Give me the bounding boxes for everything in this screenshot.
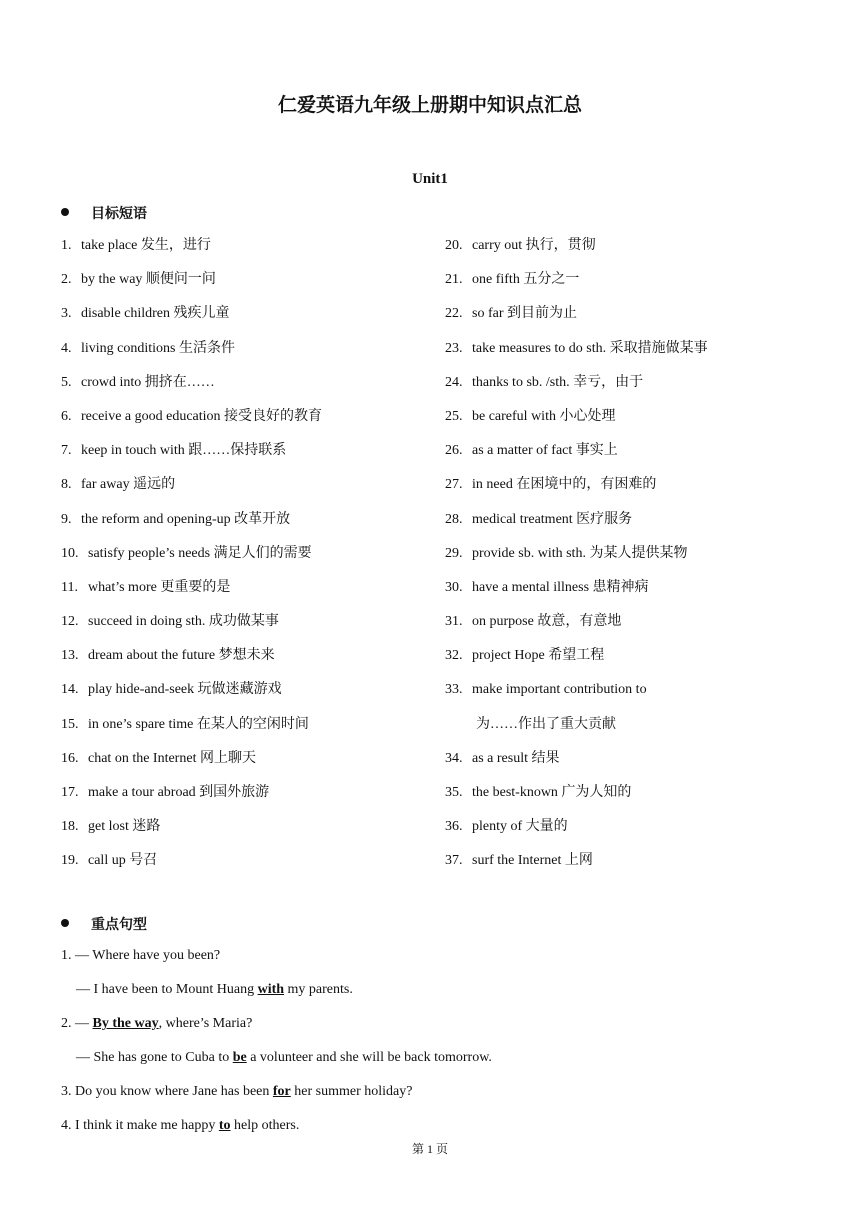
phrase-number: 1. [61,238,72,253]
phrase-text: so far 到目前为止 [472,306,577,322]
phrase-number: 17. [61,785,79,800]
phrase-number: 24. [445,374,463,390]
phrase-number: 23. [445,340,463,356]
unit-heading: Unit1 [412,171,448,187]
phrase-number: 9. [61,511,72,527]
phrase-item [445,339,845,373]
phrase-number: 19. [61,853,79,869]
phrase-text: keep in touch with 跟……保持联系 [81,443,287,459]
phrase-text: satisfy people’s needs 满足人们的需要 [88,545,312,561]
phrase-number: 14. [61,682,79,698]
phrase-text: take measures to do sth. 采取措施做某事 [472,340,708,356]
phrase-item [445,270,845,304]
bullet-icon [61,208,69,216]
sentence-line [61,1118,299,1134]
phrase-number: 28. [445,511,463,527]
phrase-number: 34. [445,750,463,766]
key-word: for [272,1084,291,1099]
phrase-item [445,373,845,407]
key-word: to [218,1118,231,1133]
phrase-item [61,715,431,749]
phrase-number: 10. [61,545,79,561]
phrase-item [61,646,431,680]
phrase-number: 8. [61,477,72,493]
phrase-text: the reform and opening-up 改革开放 [81,511,291,527]
phrase-number: 13. [61,648,79,664]
phrase-number: 7. [61,443,72,459]
sentence-text: — She has gone to Cuba to [76,1050,233,1065]
phrase-text: living conditions 生活条件 [81,340,235,356]
sentence-text: , where’s Maria? [158,1016,253,1031]
phrase-text: have a mental illness 患精神病 [472,579,649,595]
phrase-item [61,304,431,338]
phrase-text: chat on the Internet 网上聊天 [88,750,256,766]
phrase-number: 26. [445,443,463,459]
phrase-item [445,578,845,612]
sentence-line [76,982,353,998]
phrase-item [445,475,845,509]
phrase-item [61,510,431,544]
phrase-text: in one’s spare time 在某人的空闲时间 [88,716,309,732]
phrase-text: on purpose 故意，有意地 [472,614,622,630]
phrase-number: 32. [445,648,463,664]
phrase-text: disable children 残疾儿童 [81,306,230,322]
phrases-left-column [61,236,431,886]
phrase-text: provide sb. with sth. 为某人提供某物 [472,545,688,561]
phrase-number: 12. [61,614,79,630]
phrase-item [61,373,431,407]
phrase-text: in need 在困境中的，有困难的 [472,477,657,493]
phrase-number: 30. [445,579,463,595]
sentence-line [61,948,220,964]
phrase-item [61,441,431,475]
phrase-item [445,851,845,885]
sentences-section-heading [61,914,147,934]
phrase-text: take place 发生，进行 [81,238,211,253]
phrase-number: 3. [61,306,72,322]
phrase-number: 36. [445,819,463,835]
phrase-number: 2. [61,272,72,288]
phrase-item [61,475,431,509]
sentence-text: — I have been to Mount Huang [76,982,258,997]
phrase-text: thanks to sb. /sth. 幸亏，由于 [472,374,644,390]
phrase-number: 33. [445,682,463,698]
sentence-text: 4. I think it make me happy [61,1118,219,1133]
sentences-heading-label: 重点句型 [91,917,147,933]
phrase-number: 27. [445,477,463,493]
sentence-line [61,1084,412,1100]
phrase-item [445,646,845,680]
phrase-number: 4. [61,340,72,356]
phrase-text: make important contribution to [472,682,647,698]
sentence-text: 3. Do you know where Jane has been [61,1084,273,1099]
phrase-text: dream about the future 梦想未来 [88,648,275,664]
phrase-number: 31. [445,614,463,630]
phrase-text: project Hope 希望工程 [472,648,605,664]
key-word: with [257,982,285,997]
phrase-text: by the way 顺便问一问 [81,272,216,288]
sentence-text: 1. — Where have you been? [61,948,221,963]
phrase-number: 18. [61,819,79,835]
phrase-item [61,749,431,783]
phrases-heading-label: 目标短语 [91,206,147,222]
phrase-text: make a tour abroad 到国外旅游 [88,785,270,800]
phrase-text: as a matter of fact 事实上 [472,443,618,459]
phrase-item [61,578,431,612]
phrase-item [445,236,845,270]
phrase-text: get lost 迷路 [88,819,161,835]
phrase-text: call up 号召 [88,853,158,869]
phrase-text: be careful with 小心处理 [472,408,616,424]
phrase-number: 16. [61,750,79,766]
key-word: be [232,1050,247,1065]
phrase-item [445,612,845,646]
phrase-number: 22. [445,306,463,322]
phrase-text: as a result 结果 [472,750,560,766]
sentence-text: my parents. [284,982,353,997]
sentence-line [76,1050,492,1066]
sentence-text: her summer holiday? [290,1084,413,1099]
phrases-right-column [445,236,845,886]
phrase-number: 6. [61,408,72,424]
sentence-text: help others. [230,1118,300,1133]
phrase-number: 29. [445,545,463,561]
sentence-text: a volunteer and she will be back tomorrow. [246,1050,492,1065]
phrase-number: 11. [61,579,78,595]
phrase-text: play hide-and-seek 玩做迷藏游戏 [88,682,282,698]
page-title: 仁爱英语九年级上册期中知识点汇总 [277,94,582,116]
phrase-text: far away 遥远的 [81,477,176,493]
phrase-item [61,851,431,885]
phrase-text: succeed in doing sth. 成功做某事 [88,614,279,630]
phrase-item [61,612,431,646]
phrase-item [61,407,431,441]
sentence-text: 2. — [61,1016,93,1031]
phrase-number: 25. [445,408,463,424]
phrase-item [61,783,431,817]
bullet-icon [61,919,69,927]
page-number: 第 1 页 [411,1142,448,1156]
phrase-text: surf the Internet 上网 [472,853,593,869]
phrase-number: 20. [445,238,463,253]
phrase-text: carry out 执行，贯彻 [472,238,596,253]
phrase-item [445,304,845,338]
phrase-item [445,441,845,475]
phrase-text: receive a good education 接受良好的教育 [81,408,323,424]
phrase-text: one fifth 五分之一 [472,272,580,288]
phrase-item [445,680,845,714]
phrase-item [445,407,845,441]
phrase-continuation: 为……作出了重大贡献 [476,716,616,732]
phrase-number: 5. [61,374,72,390]
phrase-item [445,749,845,783]
sentence-line [61,1016,252,1032]
phrase-item [61,817,431,851]
phrase-item [61,339,431,373]
phrase-text: plenty of 大量的 [472,819,568,835]
phrase-number: 15. [61,716,79,732]
phrase-item [61,680,431,714]
phrase-text: crowd into 拥挤在…… [81,374,215,390]
phrases-section-heading [61,203,147,223]
phrase-number: 21. [445,272,463,288]
phrase-item [445,510,845,544]
phrase-text: medical treatment 医疗服务 [472,511,633,527]
phrase-number: 37. [445,853,463,869]
phrase-text: the best-known 广为人知的 [472,785,632,800]
phrase-item [61,236,431,270]
phrase-item [61,270,431,304]
phrase-text: what’s more 更重要的是 [88,579,231,595]
phrase-item [445,544,845,578]
phrase-item [445,817,845,851]
key-word: By the way [92,1016,159,1031]
phrase-item [61,544,431,578]
phrase-item [445,783,845,817]
phrase-number: 35. [445,785,463,800]
